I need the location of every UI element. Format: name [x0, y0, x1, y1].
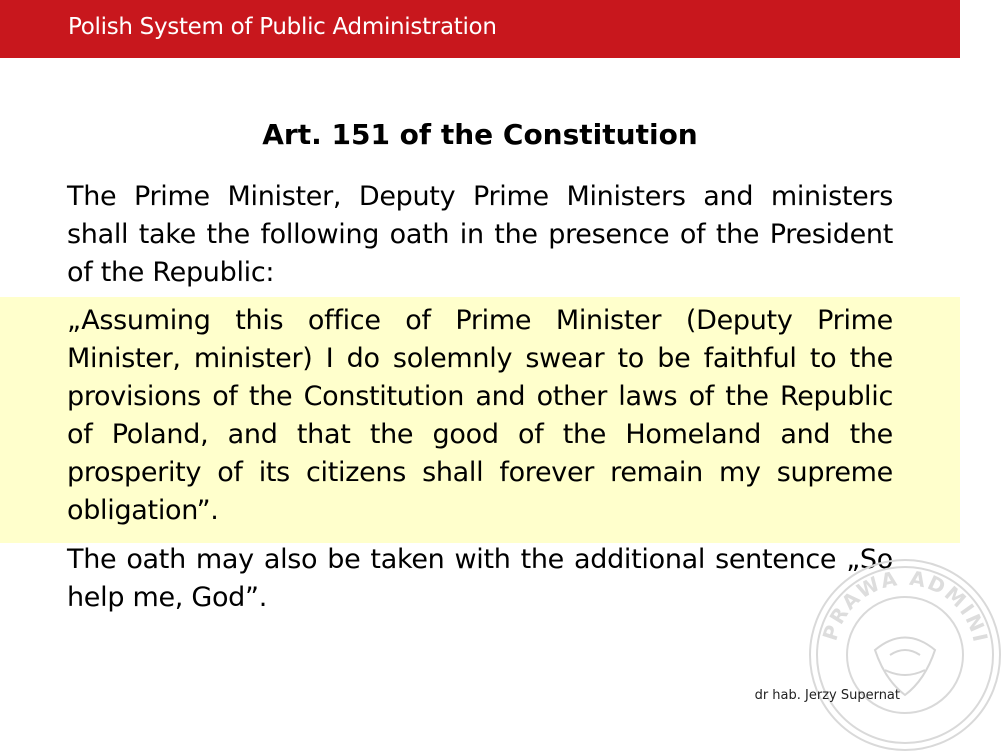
svg-text:PRAWA ADMINI	[818, 566, 993, 646]
slide-heading: Art. 151 of the Constitution	[262, 118, 698, 151]
footer-author: dr hab. Jerzy Supernat	[754, 688, 900, 703]
oath-quote-paragraph: „Assuming this office of Prime Minister (Deputy Prime Minister, minister) I do solemnly swear to be faithful to the provisions of the Constitution and other laws of the Republic of Poland, and that the good of the Homeland and the prosperity of its citizens shall forever remain my supreme obligation”.	[67, 305, 893, 526]
university-seal-watermark	[805, 555, 1005, 755]
header-title: Polish System of Public Administration	[68, 14, 497, 40]
intro-paragraph: The Prime Minister, Deputy Prime Ministers and ministers shall take the following oath in the presence of the President of the Republic:	[67, 181, 893, 288]
eagle-emblem-icon	[875, 638, 935, 696]
header-bar	[0, 0, 960, 58]
closing-paragraph: The oath may also be taken with the additional sentence „So help me, God”.	[67, 544, 893, 613]
seal-text: PRAWA ADMINI	[817, 565, 993, 646]
